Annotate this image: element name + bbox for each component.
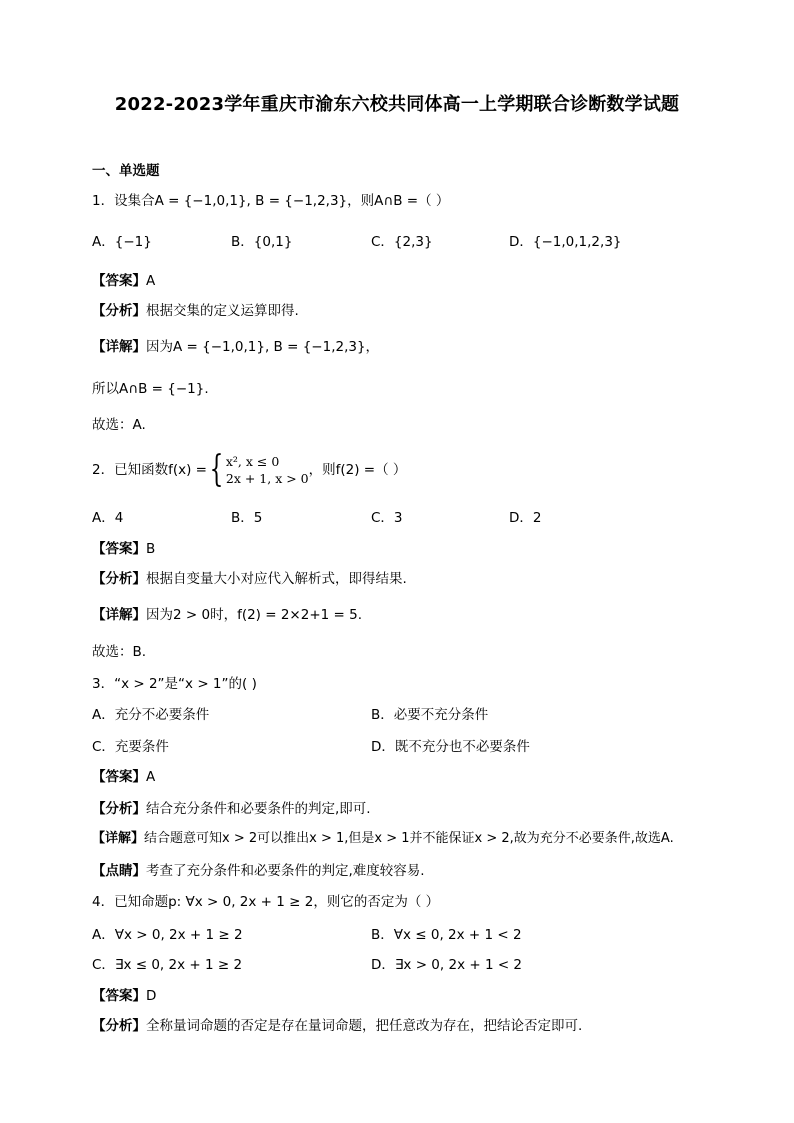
q2-option-a: A．4 [92,510,124,526]
answer-tag: 【答案】 [92,541,146,557]
q1-analysis [92,302,299,320]
answer-value: B [146,541,156,557]
q1-detail-2: 所以A∩B = {−1}. [92,381,209,397]
detail-tag: 【详解】 [92,831,145,846]
detail-text: 因为2 > 0时，f(2) = 2×2+1 = 5. [146,607,363,623]
q4-analysis [92,1017,582,1035]
q2-choose: 故选：B. [92,644,147,660]
q1-option-a: A．{−1} [92,234,152,250]
section-heading: 一、单选题 [92,163,160,179]
detail-text: 因为A = {−1,0,1}, B = {−1,2,3}， [146,339,380,355]
q2-stem [92,449,407,490]
page-title: 2022-2023学年重庆市渝东六校共同体高一上学期联合诊断数学试题 [114,94,680,115]
q3-stem: 3．“x > 2”是“x > 1”的( ) [92,676,257,692]
q2-stem-post: ，则f(2) =（ ） [308,462,407,478]
comment-text: 考查了充分条件和必要条件的判定,难度较容易. [146,863,425,879]
q2-answer [92,540,155,558]
q3-option-d: D．既不充分也不必要条件 [371,739,530,755]
q1-stem: 1．设集合A = {−1,0,1}, B = {−1,2,3}，则A∩B =（ ） [92,193,450,209]
answer-value: A [146,273,156,289]
q3-option-a: A．充分不必要条件 [92,707,210,723]
answer-tag: 【答案】 [92,273,146,289]
detail-tag: 【详解】 [92,339,146,355]
q3-detail [92,830,674,848]
q3-option-b: B．必要不充分条件 [371,707,489,723]
q3-option-c: C．充要条件 [92,739,169,755]
q2-stem-pre: 2．已知函数f(x) = [92,462,207,478]
q3-analysis [92,800,371,818]
q1-option-d: D．{−1,0,1,2,3} [509,234,622,250]
detail-text: 结合题意可知x > 2可以推出x > 1,但是x > 1并不能保证x > 2,故为充分不必要条件,故选A. [144,831,674,846]
comment-tag: 【点睛】 [92,863,146,879]
q4-option-c: C．∃x ≤ 0, 2x + 1 ≥ 2 [92,957,243,973]
q2-option-d: D．2 [509,510,542,526]
q1-detail [92,338,379,356]
piecewise-cases [226,453,309,487]
q2-detail [92,606,362,624]
q4-option-b: B．∀x ≤ 0, 2x + 1 < 2 [371,927,522,943]
q1-choose: 故选：A. [92,417,146,433]
analysis-text: 根据自变量大小对应代入解析式，即得结果. [146,571,407,587]
q1-answer [92,272,155,290]
detail-tag: 【详解】 [92,607,146,623]
q4-stem: 4．已知命题p: ∀x > 0, 2x + 1 ≥ 2，则它的否定为（ ） [92,894,440,910]
q3-comment [92,862,425,880]
analysis-tag: 【分析】 [92,801,146,817]
brace-symbol: { [209,449,224,490]
analysis-text: 全称量词命题的否定是存在量词命题，把任意改为存在，把结论否定即可. [146,1018,583,1034]
q2-analysis [92,570,407,588]
q3-answer [92,768,155,786]
q4-option-a: A．∀x > 0, 2x + 1 ≥ 2 [92,927,243,943]
q1-option-b: B．{0,1} [231,234,293,250]
analysis-tag: 【分析】 [92,1018,146,1034]
q4-option-d: D．∃x > 0, 2x + 1 < 2 [371,957,523,973]
case-2: 2x + 1, x > 0 [225,471,309,486]
answer-value: A [146,769,156,785]
q2-option-c: C．3 [371,510,403,526]
q1-option-c: C．{2,3} [371,234,433,250]
analysis-tag: 【分析】 [92,571,146,587]
answer-value: D [146,988,157,1004]
q2-option-b: B．5 [231,510,263,526]
answer-tag: 【答案】 [92,769,146,785]
q4-answer [92,987,156,1005]
analysis-text: 结合充分条件和必要条件的判定,即可. [146,801,371,817]
answer-tag: 【答案】 [92,988,146,1004]
analysis-tag: 【分析】 [92,303,146,319]
analysis-text: 根据交集的定义运算即得. [146,303,299,319]
case-1: x², x ≤ 0 [225,454,280,469]
